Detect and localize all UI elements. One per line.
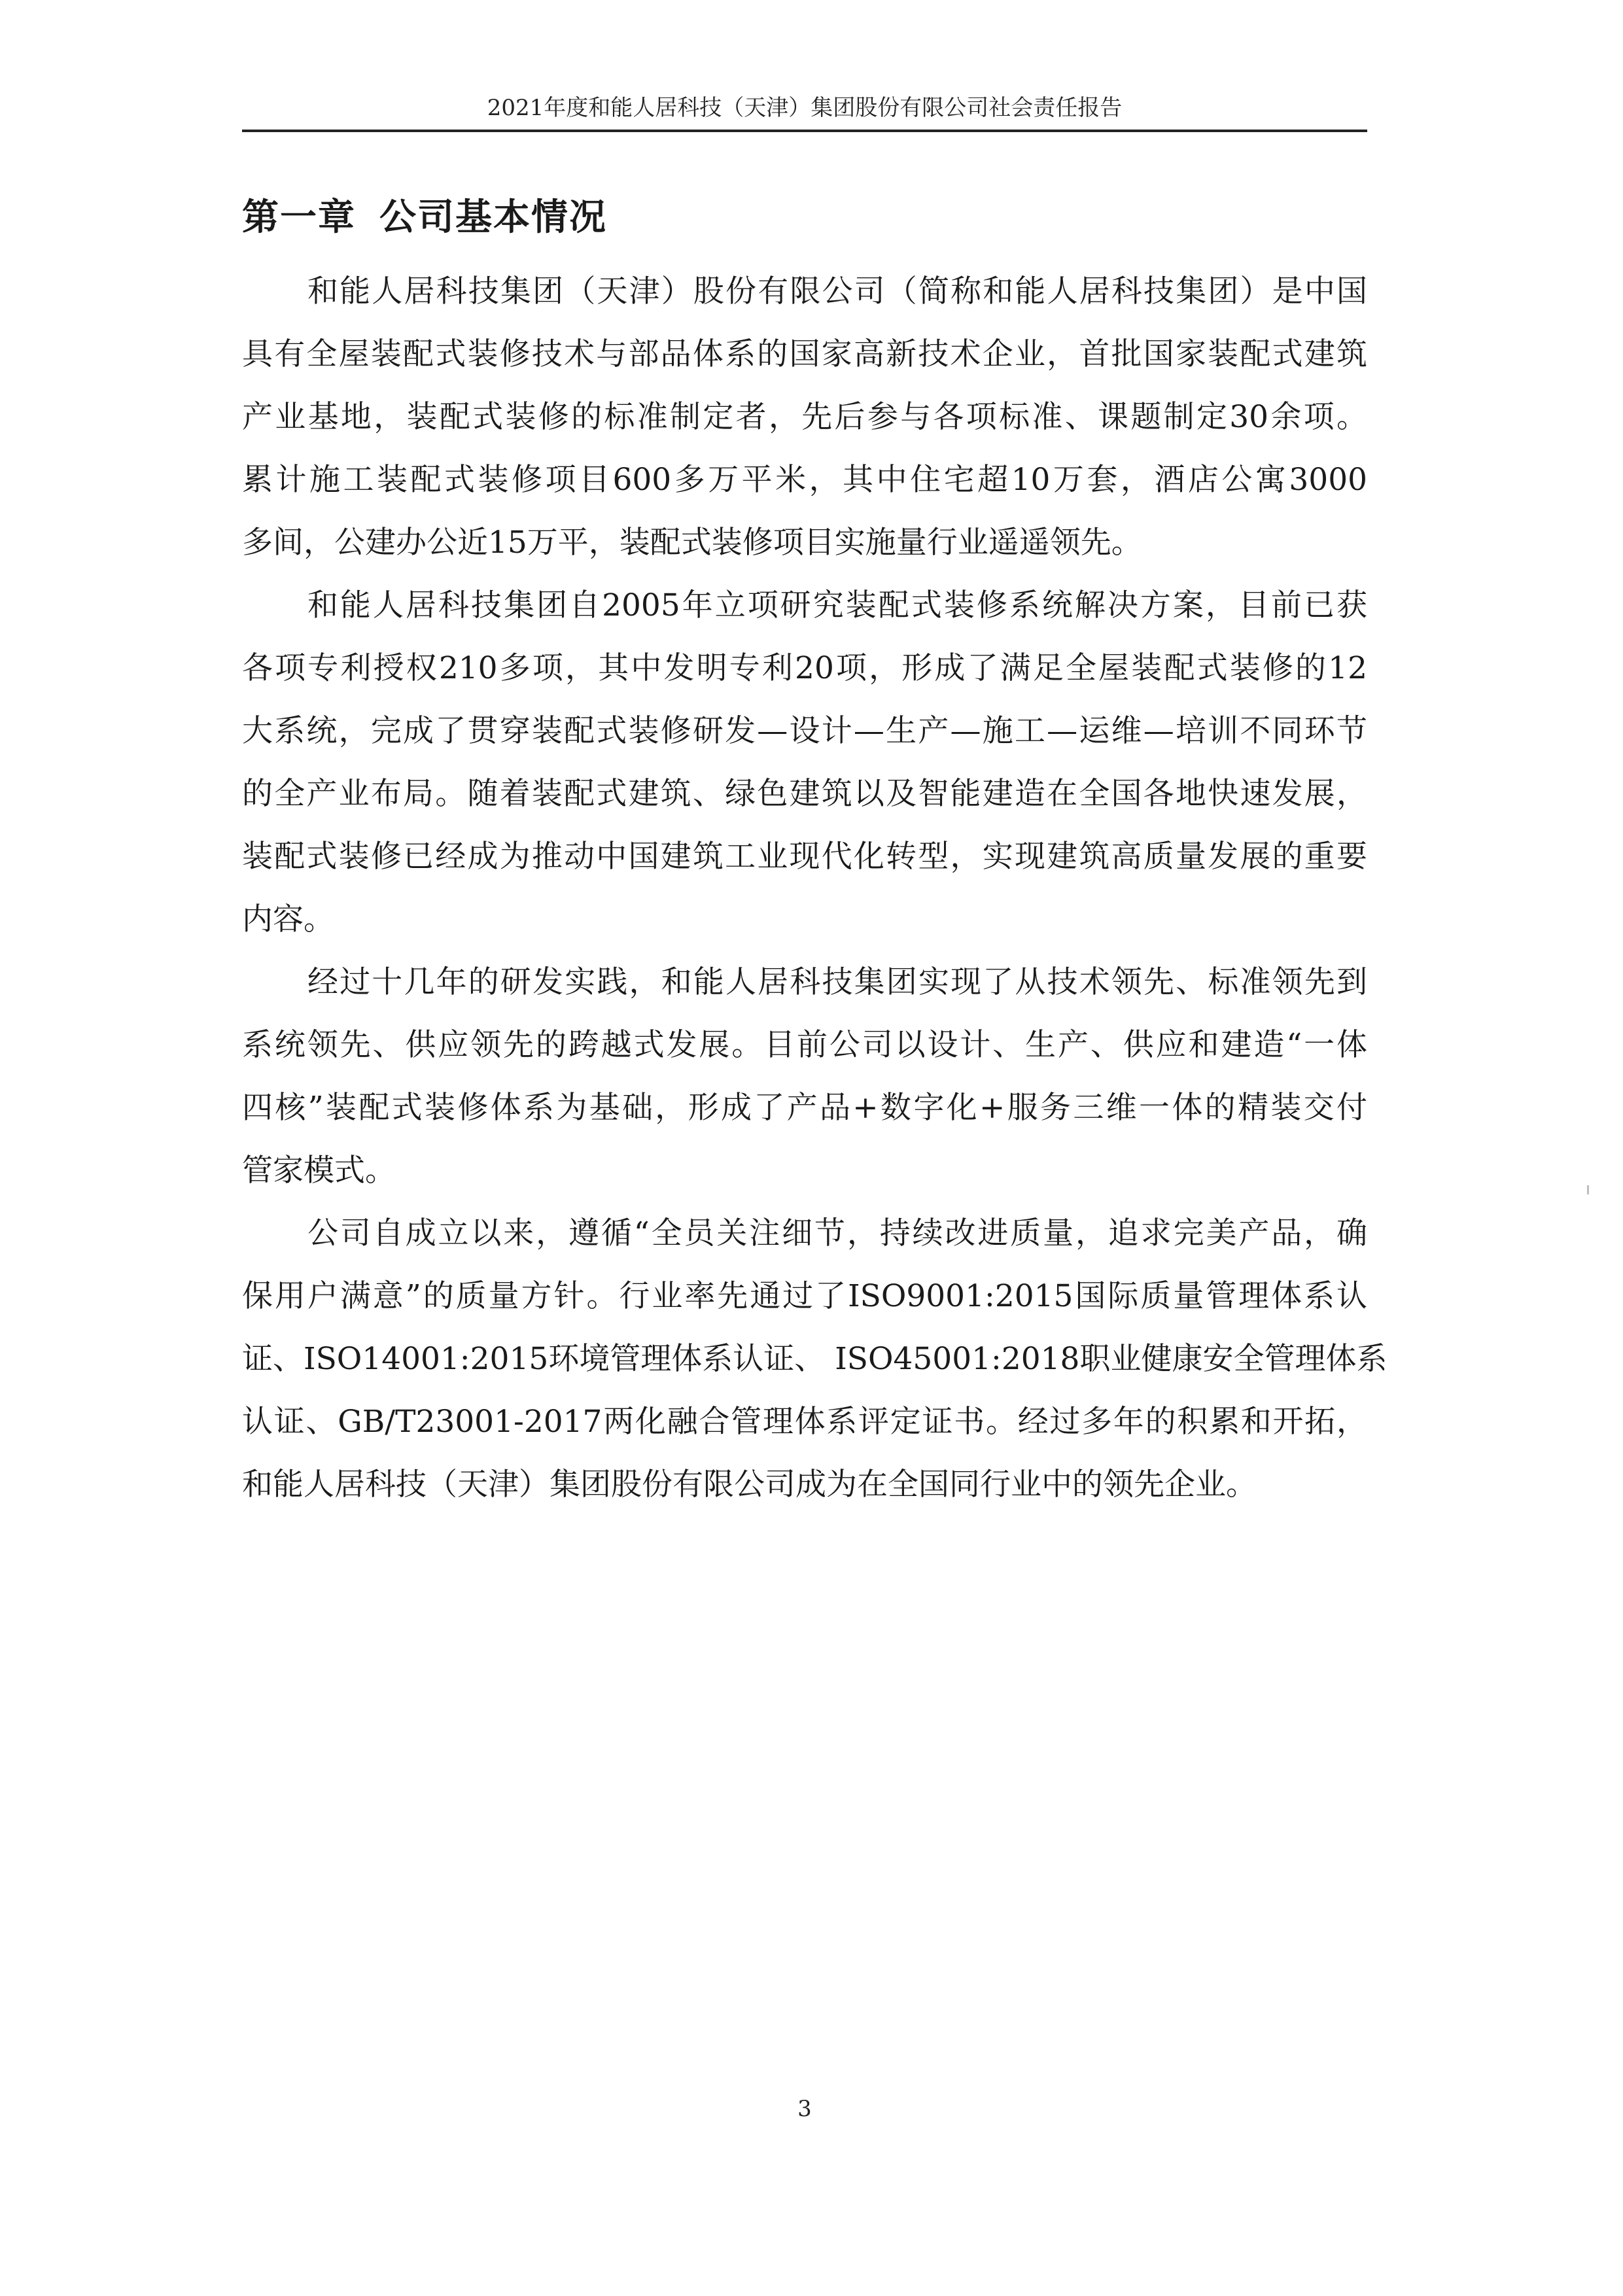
text-line: 保用户满意”的质量方针。行业率先通过了ISO9001:2015国际质量管理体系认 [242,1278,1367,1314]
text-line: 大系统，完成了贯穿装配式装修研发—设计—生产—施工—运维—培训不同环节 [242,713,1367,749]
text-line: 装配式装修已经成为推动中国建筑工业现代化转型，实现建筑高质量发展的重要 [242,839,1367,875]
text-line: 内容。 [242,901,334,937]
chapter-number: 第一章 [242,196,356,239]
text-line: 证、ISO14001:2015环境管理体系认证、 ISO45001:2018职业健康安全管理体系 [242,1341,1387,1377]
text-line: 的全产业布局。随着装配式建筑、绿色建筑以及智能建造在全国各地快速发展， [242,776,1367,812]
body-text [242,260,1387,1516]
text-line: 具有全屋装配式装修技术与部品体系的国家高新技术企业，首批国家装配式建筑 [242,336,1367,372]
text-line: 产业基地，装配式装修的标准制定者，先后参与各项标准、课题制定30余项。 [242,399,1367,435]
page-header: 2021年度和能人居科技（天津）集团股份有限公司社会责任报告 [487,95,1123,121]
paragraph-company-intro [242,260,1367,574]
text-line: 管家模式。 [242,1153,396,1189]
text-line: 和能人居科技集团（天津）股份有限公司（简称和能人居科技集团）是中国 [307,273,1367,309]
text-line: 和能人居科技集团自2005年立项研究装配式装修系统解决方案，目前已获 [307,587,1367,623]
text-line: 累计施工装配式装修项目600多万平米，其中住宅超10万套，酒店公寓3000 [242,462,1367,498]
text-line: 系统领先、供应领先的跨越式发展。目前公司以设计、生产、供应和建造“一体 [242,1027,1367,1063]
scan-artifact-mark [1587,1185,1589,1194]
chapter-name: 公司基本情况 [379,196,607,239]
header-divider [242,130,1367,132]
text-line: 和能人居科技（天津）集团股份有限公司成为在全国同行业中的领先企业。 [242,1467,1257,1503]
text-line: 公司自成立以来，遵循“全员关注细节，持续改进质量，追求完美产品，确 [307,1215,1367,1251]
text-line: 认证、GB/T23001-2017两化融合管理体系评定证书。经过多年的积累和开拓， [242,1404,1367,1440]
chapter-title [242,191,607,243]
text-line: 多间，公建办公近15万平，装配式装修项目实施量行业遥遥领先。 [242,525,1142,561]
text-line: 经过十几年的研发实践，和能人居科技集团实现了从技术领先、标准领先到 [307,964,1367,1000]
paragraph-research-history [242,574,1367,951]
paragraph-quality-policy [242,1202,1387,1516]
text-line: 四核”装配式装修体系为基础，形成了产品+数字化+服务三维一体的精装交付 [242,1090,1367,1126]
text-line: 各项专利授权210多项，其中发明专利20项，形成了满足全屋装配式装修的12 [242,650,1367,686]
page-number: 3 [797,2096,812,2122]
paragraph-development [242,951,1367,1202]
